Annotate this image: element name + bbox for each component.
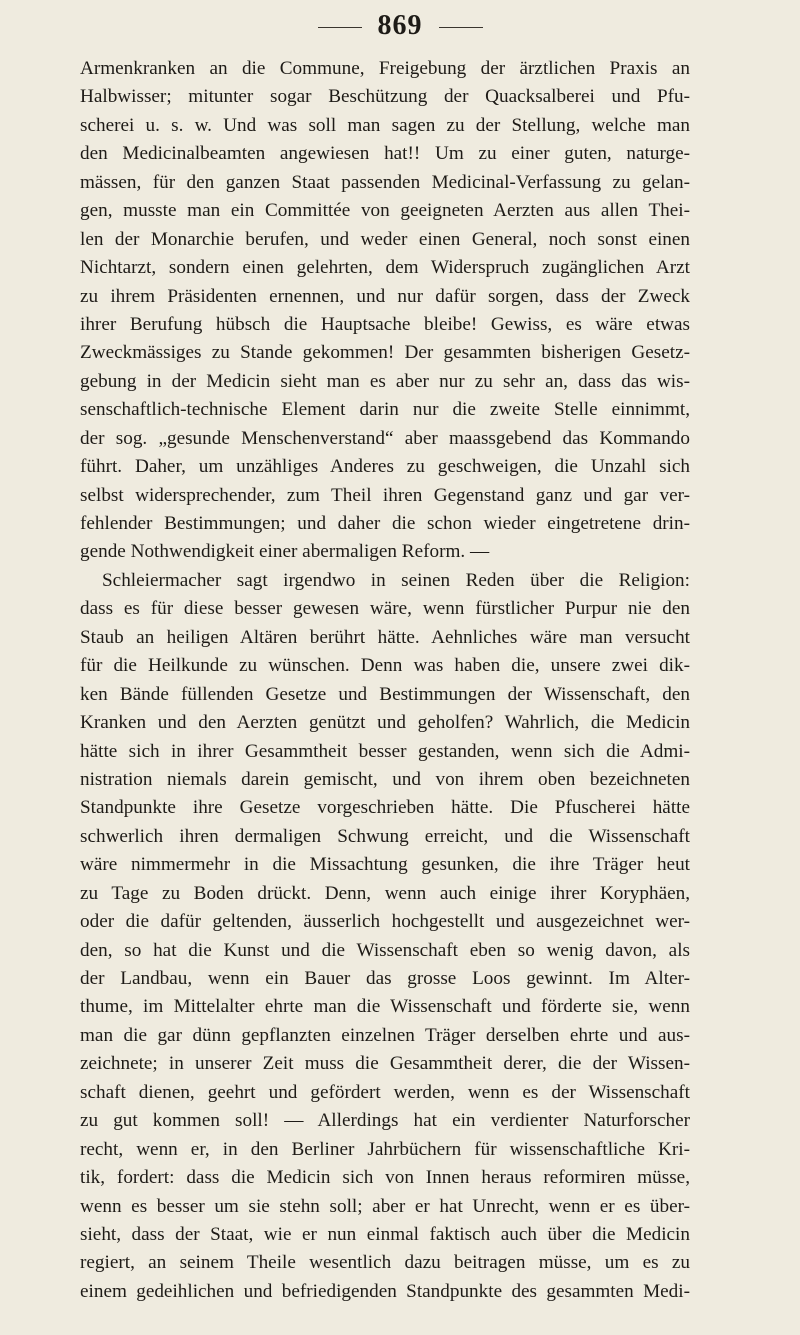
page-number: 869 [377,10,423,41]
text-line: selbst widersprechender, zum Theil ihren Gegenstand ganz und gar ver- [80,484,690,506]
text-line: sieht, dass der Staat, wie er nun einmal faktisch auch über die Medicin [80,1223,690,1245]
text-line: nistration niemals darein gemischt, und von ihrem oben bezeichneten [80,768,690,790]
text-line: für die Heilkunde zu wünschen. Denn was haben die, unsere zwei dik- [80,655,690,677]
text-line: hätte sich in ihrer Gesammtheit besser gestanden, wenn sich die Admi- [80,740,690,762]
page-header [0,6,800,46]
text-line: Nichtarzt, sondern einen gelehrten, dem Widerspruch zugänglichen Arzt [80,257,690,279]
text-line: regiert, an seinem Theile wesentlich dazu beitragen müsse, um es zu [80,1252,690,1274]
text-line: Zweckmässiges zu Stande gekommen! Der gesammten bisherigen Gesetz- [80,342,690,364]
text-line: dass es für diese besser gewesen wäre, wenn fürstlicher Purpur nie den [80,598,690,620]
text-line: ihrer Berufung hübsch die Hauptsache bleibe! Gewiss, es wäre etwas [80,313,690,335]
text-line: zu ihrem Präsidenten ernennen, und nur dafür sorgen, dass der Zweck [80,285,690,307]
text-line: oder die dafür geltenden, äusserlich hochgestellt und ausgezeichnet wer- [80,911,690,933]
body-text [80,55,690,1306]
text-line: führt. Daher, um unzähliges Anderes zu geschweigen, die Unzahl sich [80,456,690,478]
text-line: Armenkranken an die Commune, Freigebung der ärztlichen Praxis an [80,58,690,79]
text-line: zu gut kommen soll! — Allerdings hat ein verdienter Naturforscher [80,1110,690,1132]
text-line: gende Nothwendigkeit einer abermaligen Reform. — [80,541,490,563]
text-line: gen, musste man ein Committée von geeigneten Aerzten aus allen Thei- [80,200,690,222]
text-line: ken Bände füllenden Gesetze und Bestimmungen der Wissenschaft, den [80,683,690,705]
text-line: Staub an heiligen Altären berührt hätte. Aehnliches wäre man versucht [80,626,690,648]
text-line: den, so hat die Kunst und die Wissenschaft eben so wenig davon, als [80,939,690,961]
text-line: thume, im Mittelalter ehrte man die Wissenschaft und förderte sie, wenn [80,996,690,1018]
text-line: fehlender Bestimmungen; und daher die schon wieder eingetretene drin- [80,513,690,534]
header-rule-right [439,27,483,28]
text-line: man die gar dünn gepflanzten einzelnen Träger derselben ehrte und aus- [80,1024,690,1046]
text-line: zeichnete; in unserer Zeit muss die Gesammtheit derer, die der Wissen- [80,1053,690,1075]
text-line: Schleiermacher sagt irgendwo in seinen Reden über die Religion: [102,569,690,591]
text-line: senschaftlich-technische Element darin nur die zweite Stelle einnimmt, [80,399,690,421]
text-line: mässen, für den ganzen Staat passenden Medicinal-Verfassung zu gelan- [80,171,690,193]
text-line: wäre nimmermehr in die Missachtung gesunken, die ihre Träger heut [80,854,690,876]
text-line: Halbwisser; mitunter sogar Beschützung der Quacksalberei und Pfu- [80,86,690,108]
text-line: scherei u. s. w. Und was soll man sagen zu der Stellung, welche man [80,114,690,136]
text-line: recht, wenn er, in den Berliner Jahrbüchern für wissenschaftliche Kri- [80,1138,690,1160]
text-line: schaft dienen, geehrt und gefördert werden, wenn es der Wissenschaft [80,1081,690,1103]
text-line: len der Monarchie berufen, und weder einen General, noch sonst einen [80,228,690,250]
text-line: tik, fordert: dass die Medicin sich von Innen heraus reformiren müsse, [80,1167,690,1189]
text-line: gebung in der Medicin sieht man es aber nur zu sehr an, dass das wis- [80,370,690,392]
header-rule-left [318,27,362,28]
text-line: Kranken und den Aerzten genützt und geholfen? Wahrlich, die Medicin [80,712,690,734]
text-line: der sog. „gesunde Menschenverstand“ aber maassgebend das Kommando [80,427,690,449]
text-line: zu Tage zu Boden drückt. Denn, wenn auch einige ihrer Koryphäen, [80,882,690,904]
text-line: schwerlich ihren dermaligen Schwung erreicht, und die Wissenschaft [80,825,690,847]
text-line: Standpunkte ihre Gesetze vorgeschrieben hätte. Die Pfuscherei hätte [80,797,690,819]
text-line: einem gedeihlichen und befriedigenden Standpunkte des gesammten Medi- [80,1280,690,1302]
text-line: wenn es besser um sie stehn soll; aber er hat Unrecht, wenn er es über- [80,1195,690,1217]
text-line: den Medicinalbeamten angewiesen hat!! Um zu einer guten, naturge- [80,143,690,165]
text-line: der Landbau, wenn ein Bauer das grosse Loos gewinnt. Im Alter- [80,968,690,989]
